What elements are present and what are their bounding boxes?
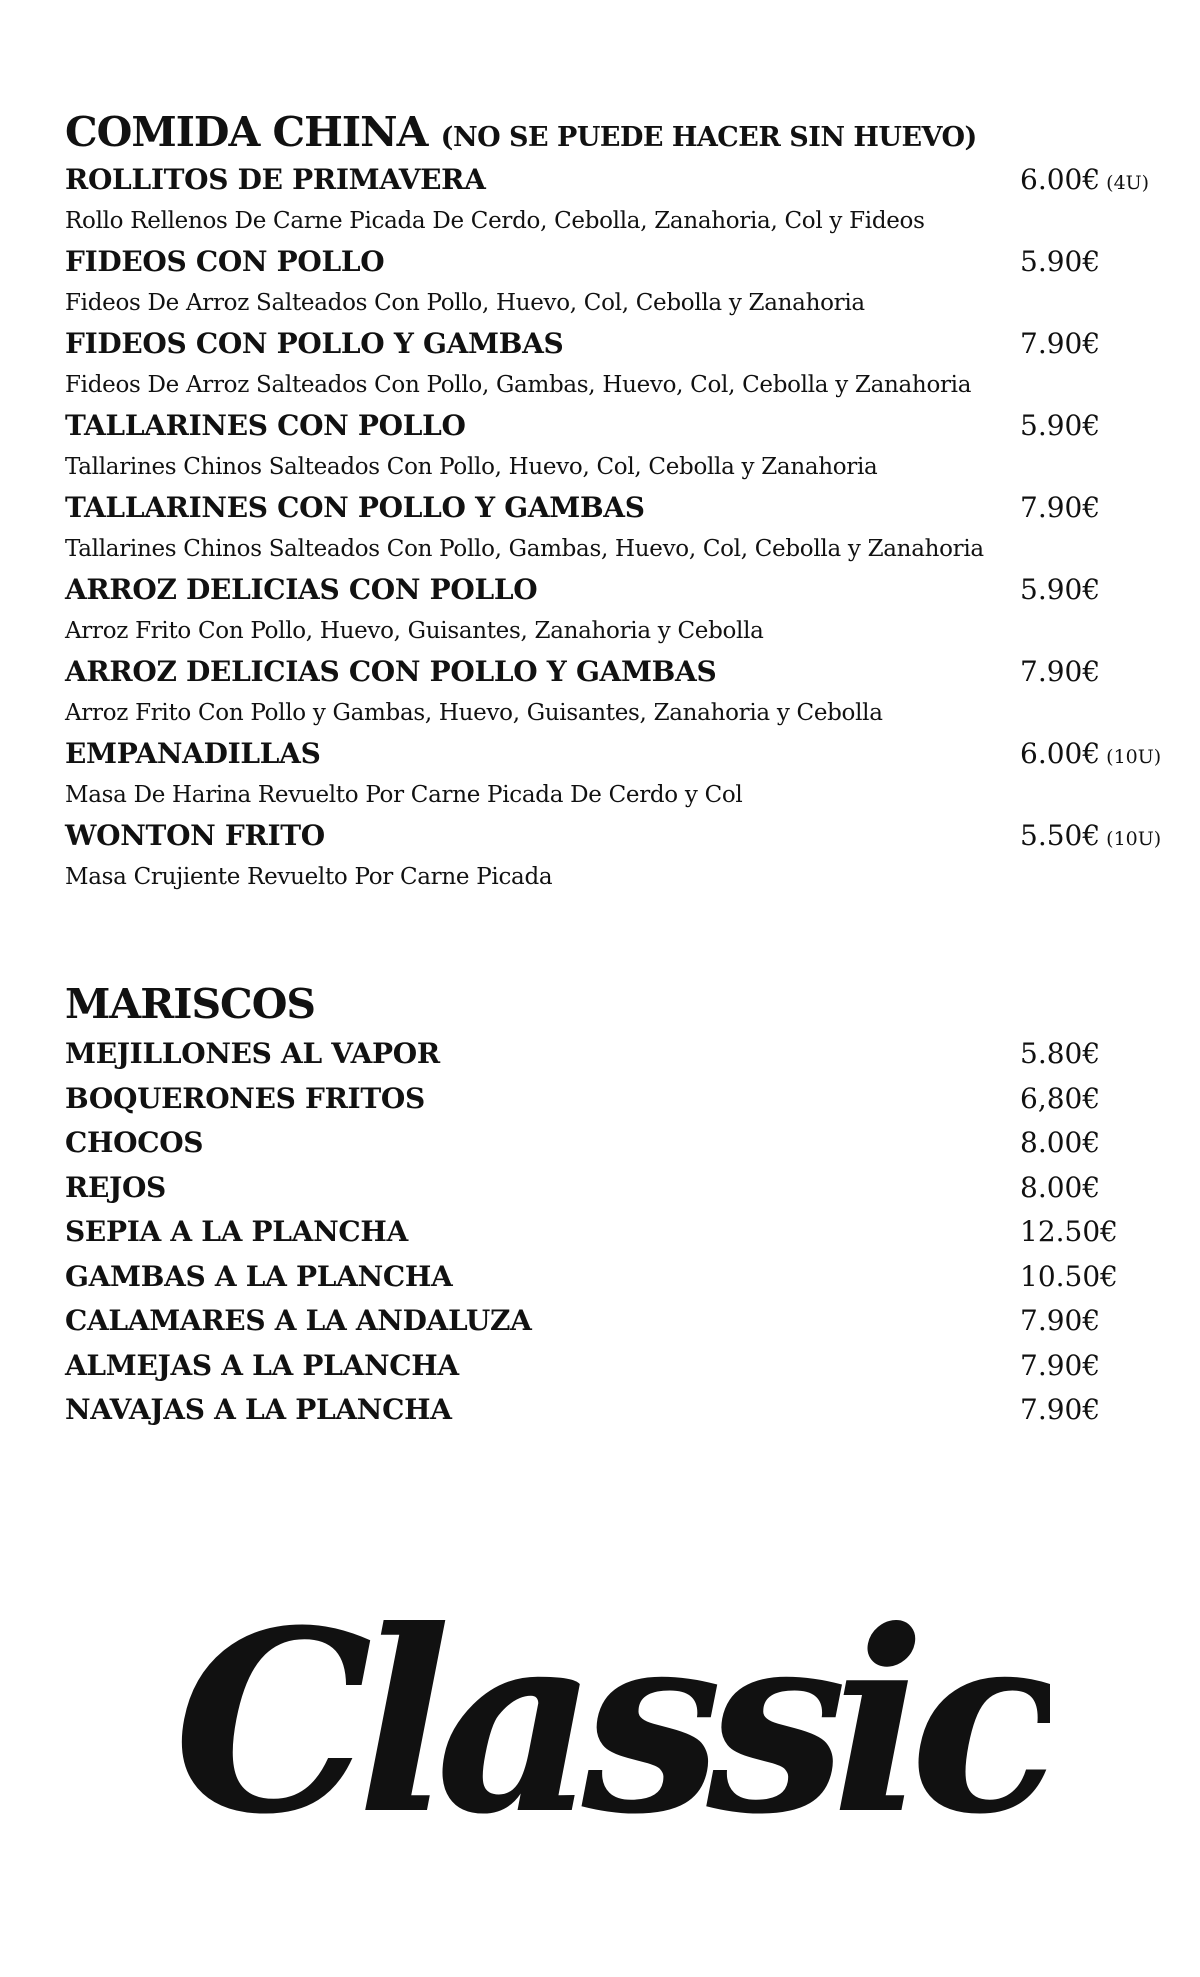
comida-china-section [65, 104, 1175, 898]
menu-item [65, 160, 1175, 242]
item-name: TALLARINES CON POLLO Y GAMBAS [65, 491, 645, 524]
item-price: 7.90€ [1020, 1393, 1101, 1426]
price-value: 7.90€ [1020, 491, 1101, 524]
menu-item [65, 324, 1175, 406]
comida-china-title: COMIDA CHINA [65, 108, 428, 156]
price-unit: (10U) [1106, 746, 1162, 768]
item-price: 8.00€ [1020, 1170, 1101, 1204]
menu-item [65, 652, 1175, 734]
menu-item [65, 406, 1175, 488]
menu-item [65, 1299, 1175, 1344]
price-unit: (4U) [1106, 172, 1150, 194]
item-name: ROLLITOS DE PRIMAVERA [65, 163, 486, 196]
item-price [1020, 324, 1100, 364]
menu-item [65, 242, 1175, 324]
price-unit: (10U) [1106, 828, 1162, 850]
item-name: ARROZ DELICIAS CON POLLO Y GAMBAS [65, 655, 717, 688]
item-price: 7.90€ [1020, 1348, 1101, 1382]
item-price [1020, 160, 1149, 203]
menu-item [65, 570, 1175, 652]
menu-item [65, 488, 1175, 570]
item-description: Fideos De Arroz Salteados Con Pollo, Gambas, Huevo, Col, Cebolla y Zanahoria [65, 372, 972, 398]
item-name: FIDEOS CON POLLO Y GAMBAS [65, 327, 564, 360]
menu-item [65, 1166, 1175, 1211]
item-price [1020, 488, 1100, 528]
item-name: FIDEOS CON POLLO [65, 245, 385, 278]
item-name: ALMEJAS A LA PLANCHA [65, 1348, 459, 1382]
item-price: 7.90€ [1020, 1304, 1101, 1337]
section-title-comida-china [65, 104, 1175, 160]
menu-item [65, 1121, 1175, 1166]
item-price [1020, 406, 1100, 446]
item-name: BOQUERONES FRITOS [65, 1081, 425, 1115]
menu-item [65, 1255, 1175, 1300]
comida-china-note: (NO SE PUEDE HACER SIN HUEVO) [440, 122, 977, 153]
item-name: SEPIA A LA PLANCHA [65, 1215, 408, 1248]
item-price [1020, 242, 1100, 282]
price-value: 5.90€ [1020, 409, 1101, 442]
price-value: 6.00€ [1020, 163, 1101, 196]
price-value: 5.50€ [1020, 819, 1101, 852]
menu-item [65, 1032, 1175, 1077]
item-name: NAVAJAS A LA PLANCHA [65, 1393, 452, 1426]
menu-item [65, 734, 1175, 816]
item-price [1020, 652, 1100, 692]
price-value: 7.90€ [1020, 655, 1101, 688]
item-name: MEJILLONES AL VAPOR [65, 1037, 440, 1070]
item-name: WONTON FRITO [65, 819, 325, 852]
menu-item [65, 816, 1175, 898]
item-name: ARROZ DELICIAS CON POLLO [65, 573, 538, 606]
item-price: 10.50€ [1020, 1259, 1118, 1293]
item-description: Masa De Harina Revuelto Por Carne Picada De Cerdo y Col [65, 782, 743, 808]
item-description: Masa Crujiente Revuelto Por Carne Picada [65, 864, 553, 890]
item-price: 12.50€ [1020, 1215, 1118, 1248]
item-name: CALAMARES A LA ANDALUZA [65, 1304, 532, 1337]
item-price: 5.80€ [1020, 1037, 1101, 1070]
menu-item [65, 1344, 1175, 1389]
classic-logo-text: Classic [173, 1575, 1047, 1869]
item-description: Tallarines Chinos Salteados Con Pollo, Huevo, Col, Cebolla y Zanahoria [65, 454, 878, 480]
classic-logo [170, 1575, 1050, 1875]
menu-item [65, 1388, 1175, 1433]
item-description: Arroz Frito Con Pollo, Huevo, Guisantes, Zanahoria y Cebolla [65, 618, 764, 644]
item-name: CHOCOS [65, 1126, 204, 1159]
item-price [1020, 816, 1161, 859]
item-name: TALLARINES CON POLLO [65, 409, 466, 442]
item-description: Arroz Frito Con Pollo y Gambas, Huevo, Guisantes, Zanahoria y Cebolla [65, 700, 883, 726]
price-value: 6.00€ [1020, 737, 1101, 770]
price-value: 5.90€ [1020, 245, 1101, 278]
menu-item [65, 1077, 1175, 1122]
item-price [1020, 570, 1100, 610]
price-value: 5.90€ [1020, 573, 1101, 606]
item-price [1020, 734, 1161, 777]
section-title-mariscos: MARISCOS [65, 980, 316, 1028]
item-description: Tallarines Chinos Salteados Con Pollo, Gambas, Huevo, Col, Cebolla y Zanahoria [65, 536, 984, 562]
item-description: Fideos De Arroz Salteados Con Pollo, Huevo, Col, Cebolla y Zanahoria [65, 290, 865, 316]
item-description: Rollo Rellenos De Carne Picada De Cerdo, Cebolla, Zanahoria, Col y Fideos [65, 208, 925, 234]
item-price: 8.00€ [1020, 1126, 1101, 1159]
item-name: EMPANADILLAS [65, 737, 321, 770]
item-price: 6,80€ [1020, 1081, 1101, 1115]
mariscos-section [65, 976, 1175, 1433]
item-name: REJOS [65, 1170, 166, 1204]
item-name: GAMBAS A LA PLANCHA [65, 1259, 453, 1293]
price-value: 7.90€ [1020, 327, 1101, 360]
menu-item [65, 1210, 1175, 1255]
